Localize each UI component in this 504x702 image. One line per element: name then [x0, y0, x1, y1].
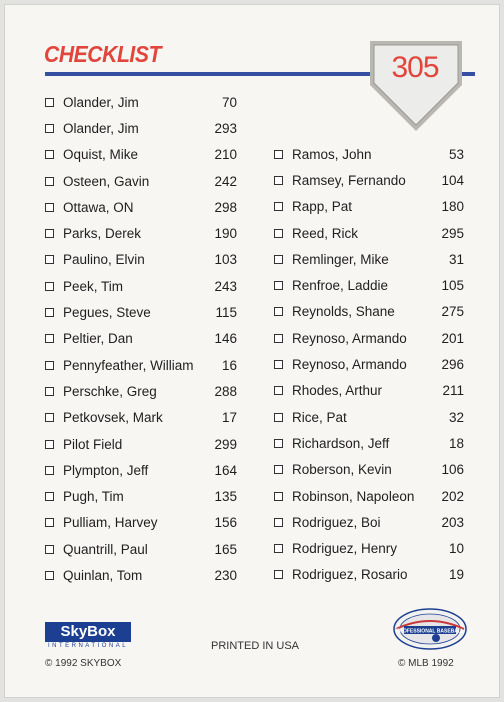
- checkbox[interactable]: [274, 570, 283, 579]
- player-name: Olander, Jim: [63, 120, 139, 136]
- player-name: Rodriguez, Rosario: [292, 567, 408, 583]
- checkbox[interactable]: [45, 413, 54, 422]
- player-name: Quinlan, Tom: [63, 567, 143, 583]
- checkbox[interactable]: [45, 150, 54, 159]
- card-number-ref: 156: [214, 515, 237, 531]
- list-item: [274, 535, 464, 561]
- player-name: Ramsey, Fernando: [292, 172, 406, 188]
- player-name: Pulliam, Harvey: [63, 515, 158, 531]
- card-number-ref: 53: [448, 146, 464, 162]
- list-item: [274, 220, 464, 246]
- list-item: [274, 378, 464, 404]
- checkbox[interactable]: [45, 466, 54, 475]
- checkbox[interactable]: [45, 334, 54, 343]
- player-name: Richardson, Jeff: [292, 435, 390, 451]
- player-name: Osteen, Gavin: [63, 173, 150, 189]
- card-number-ref: 298: [214, 199, 237, 215]
- checkbox[interactable]: [45, 440, 54, 449]
- list-item: [274, 457, 464, 483]
- list-item: [45, 483, 237, 509]
- list-item: [274, 167, 464, 193]
- copyright-mlb: © MLB 1992: [398, 658, 454, 669]
- checkbox[interactable]: [45, 387, 54, 396]
- player-name: Rapp, Pat: [292, 199, 353, 215]
- card-number-ref: 164: [214, 462, 237, 478]
- checkbox[interactable]: [45, 545, 54, 554]
- player-name: Reynoso, Armando: [292, 330, 407, 346]
- player-name: Rhodes, Arthur: [292, 383, 383, 399]
- player-name: Parks, Derek: [63, 226, 142, 242]
- checkbox[interactable]: [274, 413, 283, 422]
- card-number-ref: 211: [442, 383, 464, 399]
- checkbox[interactable]: [45, 571, 54, 580]
- card-number-ref: 18: [448, 435, 464, 451]
- player-name: Robinson, Napoleon: [292, 488, 415, 504]
- card-number-ref: 299: [214, 436, 237, 452]
- checkbox[interactable]: [274, 465, 283, 474]
- checkbox[interactable]: [274, 439, 283, 448]
- list-item: [45, 299, 237, 325]
- checkbox[interactable]: [274, 202, 283, 211]
- player-name: Pugh, Tim: [63, 489, 124, 505]
- list-item: [45, 115, 237, 141]
- checkbox[interactable]: [274, 255, 283, 264]
- card-number-ref: 190: [214, 226, 237, 242]
- checkbox[interactable]: [274, 518, 283, 527]
- list-item: [45, 536, 237, 562]
- list-item: [274, 404, 464, 430]
- player-name: Remlinger, Mike: [292, 251, 389, 267]
- list-item: [274, 351, 464, 377]
- checkbox[interactable]: [45, 177, 54, 186]
- checkbox[interactable]: [45, 308, 54, 317]
- player-name: Rodriguez, Boi: [292, 514, 381, 530]
- player-name: Plympton, Jeff: [63, 462, 149, 478]
- checkbox[interactable]: [274, 386, 283, 395]
- checkbox[interactable]: [274, 176, 283, 185]
- player-name: Roberson, Kevin: [292, 462, 392, 478]
- player-name: Reynoso, Armando: [292, 357, 407, 373]
- player-name: Reed, Rick: [292, 225, 359, 241]
- card-number-ref: 202: [441, 488, 464, 504]
- card-number-ref: 180: [441, 199, 464, 215]
- card-number-ref: 243: [214, 278, 237, 294]
- list-item: [45, 562, 237, 588]
- player-name: Rice, Pat: [292, 409, 347, 425]
- player-name: Ramos, John: [292, 146, 372, 162]
- page-title: CHECKLIST: [44, 41, 161, 67]
- checkbox[interactable]: [45, 124, 54, 133]
- list-item: [274, 141, 464, 167]
- checkbox[interactable]: [274, 544, 283, 553]
- card-number-ref: 105: [441, 278, 464, 294]
- player-name: Reynolds, Shane: [292, 304, 395, 320]
- list-item: [45, 220, 237, 246]
- checklist-column-right: [274, 141, 464, 588]
- list-item: [274, 430, 464, 456]
- checkbox[interactable]: [45, 282, 54, 291]
- list-item: [274, 194, 464, 220]
- list-item: [45, 405, 237, 431]
- checkbox[interactable]: [274, 307, 283, 316]
- card-number-ref: 16: [221, 357, 237, 373]
- checkbox[interactable]: [274, 492, 283, 501]
- list-item: [45, 326, 237, 352]
- checkbox[interactable]: [274, 360, 283, 369]
- checkbox[interactable]: [274, 334, 283, 343]
- list-item: [274, 299, 464, 325]
- player-name: Pennyfeather, William: [63, 357, 194, 373]
- player-name: Quantrill, Paul: [63, 541, 148, 557]
- checklist-column-left: [45, 89, 237, 589]
- player-name: Petkovsek, Mark: [63, 410, 163, 426]
- list-item: [45, 247, 237, 273]
- card-number-ref: 275: [441, 304, 464, 320]
- card-number-ref: 31: [448, 251, 464, 267]
- list-item: [274, 272, 464, 298]
- player-name: Paulino, Elvin: [63, 252, 145, 268]
- player-name: Peek, Tim: [63, 278, 124, 294]
- professional-baseball-logo-icon: [392, 607, 468, 651]
- checklist-card: [5, 5, 499, 697]
- player-name: Peltier, Dan: [63, 331, 133, 347]
- list-item: [45, 142, 237, 168]
- card-number-ref: 293: [214, 120, 237, 136]
- card-number-ref: 32: [448, 409, 464, 425]
- player-name: Pegues, Steve: [63, 305, 151, 321]
- checkbox[interactable]: [45, 255, 54, 264]
- checkbox[interactable]: [45, 361, 54, 370]
- list-item: [274, 325, 464, 351]
- card-number-ref: 103: [214, 252, 237, 268]
- card-number-ref: 70: [221, 94, 237, 110]
- list-item: [45, 89, 237, 115]
- list-item: [45, 273, 237, 299]
- card-number-ref: 203: [441, 514, 464, 530]
- player-name: Perschke, Greg: [63, 383, 157, 399]
- card-number-ref: 146: [214, 331, 237, 347]
- player-name: Rodriguez, Henry: [292, 541, 398, 557]
- copyright-skybox: © 1992 SKYBOX: [45, 658, 122, 669]
- card-number-ref: 288: [214, 383, 237, 399]
- player-name: Ottawa, ON: [63, 199, 134, 215]
- skybox-logo: [45, 622, 131, 650]
- card-number-ref: 165: [214, 541, 237, 557]
- card-number-ref: 296: [441, 357, 464, 373]
- checkbox[interactable]: [45, 203, 54, 212]
- checkbox[interactable]: [274, 229, 283, 238]
- card-number: 305: [391, 51, 439, 84]
- printed-in-usa: PRINTED IN USA: [211, 640, 300, 652]
- list-item: [274, 246, 464, 272]
- list-item: [45, 431, 237, 457]
- card-number-ref: 10: [448, 541, 464, 557]
- checkbox[interactable]: [274, 150, 283, 159]
- list-item: [45, 510, 237, 536]
- list-item: [274, 483, 464, 509]
- checkbox[interactable]: [45, 518, 54, 527]
- list-item: [45, 378, 237, 404]
- card-number-ref: 17: [221, 410, 237, 426]
- skybox-logo-wordmark: SkyBox: [45, 622, 131, 642]
- list-item: [45, 194, 237, 220]
- card-number-ref: 19: [448, 567, 464, 583]
- checkbox[interactable]: [274, 281, 283, 290]
- player-name: Olander, Jim: [63, 94, 139, 110]
- skybox-logo-sub: INTERNATIONAL: [47, 643, 129, 649]
- checkbox[interactable]: [45, 492, 54, 501]
- card-number-ref: 210: [214, 147, 237, 163]
- card-number-ref: 115: [215, 305, 237, 321]
- card-number-ref: 135: [214, 489, 237, 505]
- checkbox[interactable]: [45, 98, 54, 107]
- card-number-ref: 242: [214, 173, 237, 189]
- card-number-ref: 230: [214, 567, 237, 583]
- list-item: [45, 457, 237, 483]
- player-name: Renfroe, Laddie: [292, 278, 389, 294]
- mlb-logo-text: PROFESSIONAL BASEBALL: [396, 628, 464, 635]
- list-item: [45, 168, 237, 194]
- player-name: Oquist, Mike: [63, 147, 139, 163]
- card-number-ref: 106: [441, 462, 464, 478]
- checkbox[interactable]: [45, 229, 54, 238]
- player-name: Pilot Field: [63, 436, 123, 452]
- card-number-ref: 295: [441, 225, 464, 241]
- card-number-ref: 104: [441, 172, 464, 188]
- card-number-ref: 201: [441, 330, 464, 346]
- list-item: [274, 509, 464, 535]
- list-item: [45, 352, 237, 378]
- list-item: [274, 562, 464, 588]
